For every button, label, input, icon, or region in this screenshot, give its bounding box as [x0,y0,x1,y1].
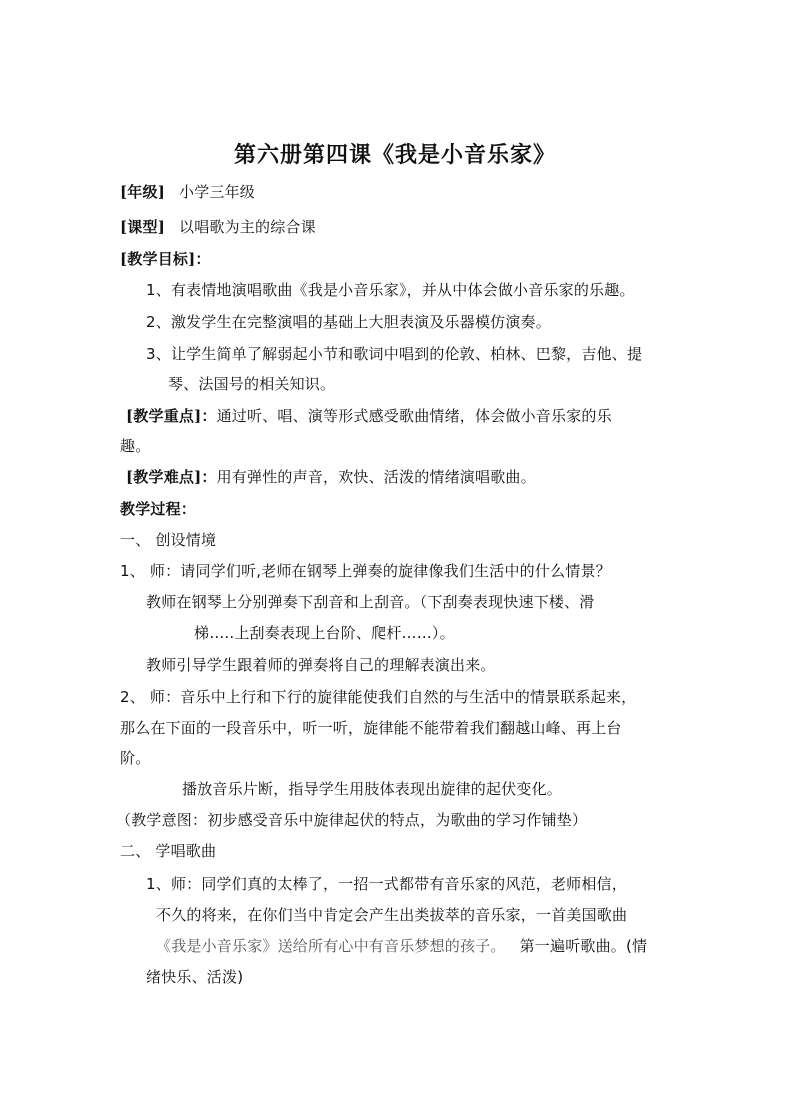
objective-item: 琴、法国号的相关知识。 [168,375,336,393]
page-title: 第六册第四课《我是小音乐家》 [233,142,556,168]
process-label: 教学过程： [120,500,197,518]
section1-line: 播放音乐片断，指导学生用肢体表现出旋律的起伏变化。 [182,780,563,798]
section1-line: 阶。 [120,749,151,767]
key-points-row [126,405,612,426]
section1-line: 2、 师：音乐中上行和下行的旋律能使我们自然的与生活中的情景联系起来， [120,688,637,706]
first-listen: 第一遍听歌曲。(情 [519,937,648,955]
section2-heading: 二、 学唱歌曲 [120,842,217,860]
section2-line: 绪快乐、活泼) [146,968,244,986]
section1-line: 梯…..上刮奏表现上台阶、爬杆……）。 [194,624,455,642]
section1-line: （教学意图：初步感受音乐中旋律起伏的特点，为歌曲的学习作铺垫） [116,811,588,829]
section2-line [156,935,647,956]
section1-heading: 一、 创设情境 [120,531,217,549]
difficulties-label: [教学难点]： [126,468,217,486]
section1-line: 教师引导学生跟着师的弹奏将自己的理解表演出来。 [146,656,496,674]
key-points-cont: 趣。 [120,437,151,455]
objective-item: 3、让学生简单了解弱起小节和歌词中唱到的伦敦、柏林、巴黎，吉他、提 [146,345,643,363]
section2-line: 1、师：同学们真的太棒了，一招一式都带有音乐家的风范，老师相信， [146,875,627,893]
key-points-label: [教学重点]： [126,407,217,425]
difficulties-row [126,466,536,487]
lesson-type-value: 以唱歌为主的综合课 [179,218,316,236]
grade-row [120,181,255,202]
key-points-text: 通过听、唱、演等形式感受歌曲情绪，体会做小音乐家的乐 [216,407,612,425]
section1-line: 教师在钢琴上分别弹奏下刮音和上刮音。（下刮奏表现快速下楼、滑 [146,593,595,611]
grade-label: [年级] [120,183,165,201]
lesson-type-row [120,216,316,237]
objective-item: 1、有表情地演唱歌曲《我是小音乐家》，并从中体会做小音乐家的乐趣。 [146,281,635,299]
grade-value: 小学三年级 [179,183,256,201]
objectives-label: [教学目标]： [120,250,211,268]
objective-item: 2、激发学生在完整演唱的基础上大胆表演及乐器模仿演奏。 [146,313,551,331]
difficulties-text: 用有弹性的声音，欢快、活泼的情绪演唱歌曲。 [216,468,536,486]
lesson-type-label: [课型] [120,218,165,236]
section1-line: 那么在下面的一段音乐中，听一听，旋律能不能带着我们翻越山峰、再上台 [120,719,622,737]
section2-line: 不久的将来，在你们当中肯定会产生出类拔萃的音乐家，一首美国歌曲 [156,906,628,924]
section1-line: 1、 师：请同学们听,老师在钢琴上弹奏的旋律像我们生活中的什么情景？ [120,562,611,580]
song-dedication: 《我是小音乐家》送给所有心中有音乐梦想的孩子。 [156,937,506,955]
